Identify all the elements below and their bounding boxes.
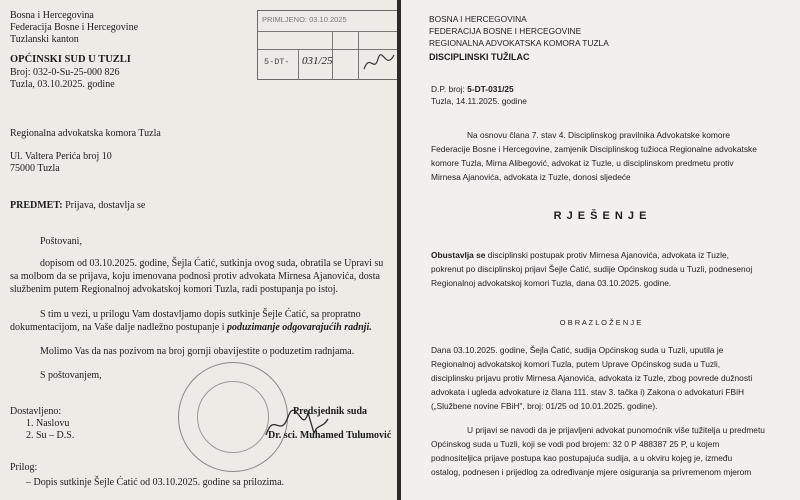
reasoning2-line-1: U prijavi se navodi da je prijavljeni advokat punomoćnik više tužitelja u predmetu — [467, 425, 765, 435]
decision-text: disciplinski postupak protiv Mirnesa Ajanovića, advokata iz Tuzle, — [487, 250, 729, 260]
para2-line-1: S tim u vezi, u prilogu Vam dostavljamo dopis sutkinje Šejle Ćatić, sa propratno — [40, 309, 361, 320]
header-line-1: BOSNA I HERCEGOVINA — [429, 14, 527, 24]
decision-line-2: pokrenut po disciplinskoj prijavi Šejle Ćatić, sudije Općinskog suda u Tuzli, podnesenoj — [431, 264, 753, 274]
stamp-case-prefix: 5-DT- — [264, 57, 290, 67]
decision-page — [401, 0, 800, 500]
reasoning2-line-3: podnositeljica prijave postupa kao postupajuća sudija, a u okviru kojeg je, između — [431, 453, 733, 463]
para2-emphasis: poduzimanje odgovarajućih radnji. — [226, 322, 372, 333]
subject-line — [10, 200, 145, 211]
intro-line-1: Na osnovu člana 7. stav 4. Disciplinskog pravilnika Advokatske komore — [467, 130, 731, 140]
header-line-3: Tuzlanski kanton — [10, 34, 79, 45]
prilog-label: Prilog: — [10, 462, 38, 473]
court-name: OPĆINSKI SUD U TUZLI — [10, 54, 131, 65]
signer-title: Predsjednik suda — [293, 406, 368, 417]
prilog-item: – Dopis sutkinje Šejle Ćatić od 03.10.2025. godine sa prilozima. — [26, 477, 285, 488]
decision-bold: Obustavlja se — [431, 250, 486, 260]
dostavljeno-item-2: 2. Su – D.S. — [26, 430, 75, 441]
dp-label: D.P. broj: — [431, 84, 465, 94]
reference-number: Broj: 032-0-Su-25-000 826 — [10, 67, 120, 78]
reasoning1-line-3: disciplinsku prijavu protiv Mirnesa Ajanovića, advokata iz Tuzle, zbog povrede dužnosti — [431, 373, 753, 383]
intro-line-2: Federacije Bosne i Hercegovine, zamjenik Disciplinskog tužioca Regionalne advokatske — [431, 144, 757, 154]
stamp-case-suffix: 031/25 — [302, 55, 333, 67]
header-line-4: DISCIPLINSKI TUŽILAC — [429, 52, 530, 62]
dostavljeno-item-1: 1. Naslovu — [26, 418, 70, 429]
intro-line-3: komore Tuzla, Mirna Alibegović, advokat iz Tuzle, u disciplinskom predmetu protiv — [431, 158, 734, 168]
greeting: Poštovani, — [40, 236, 82, 247]
reasoning-title: O B R A Z L O Ž E N J E — [559, 318, 642, 327]
para2-text: dokumentacijom, na Vaše dalje nadležno postupanje i — [10, 322, 225, 333]
dostavljeno-label: Dostavljeno: — [10, 406, 62, 417]
received-stamp — [257, 10, 397, 80]
recipient-line-2: Ul. Valtera Perića broj 10 — [10, 151, 112, 162]
reasoning1-line-4: advokata i ugleda advokature iz člana 111. stav 3. tačka i) Zakona o advokaturi FBiH — [431, 387, 744, 397]
para1-line-2: sa molbom da se prijava, koju imenovana podnosi protiv advokata Mirnesa Ajanovića, dosta — [10, 271, 380, 282]
stamp-received: PRIMLJENO: 03.10.2025 — [262, 15, 347, 24]
decision-line-1 — [431, 250, 729, 260]
recipient-line-1: Regionalna advokatska komora Tuzla — [10, 128, 161, 139]
header-line-2: FEDERACIJA BOSNE I HERCEGOVINE — [429, 26, 582, 36]
header-line-1: Bosna i Hercegovina — [10, 10, 94, 21]
subject-label: PREDMET: — [10, 200, 63, 211]
closing: S poštovanjem, — [40, 370, 102, 381]
decision-line-3: Regionalnoj advokatskoj komori Tuzla, dana 03.10.2025. godine. — [431, 278, 672, 288]
court-letter-page — [0, 0, 397, 500]
para3: Molimo Vas da nas pozivom na broj gornji obavijestite o poduzetim radnjama. — [40, 346, 355, 357]
reasoning1-line-1: Dana 03.10.2025. godine, Šejla Ćatić, sudija Općinskog suda u Tuzli, uputila je — [431, 345, 724, 355]
reasoning2-line-2: Općinskog suda u Tuzli, koji se vodi pod brojem: 32 0 P 488387 25 P, u kojem — [431, 439, 720, 449]
para1-line-1: dopisom od 03.10.2025. godine, Šejla Ćatić, sutkinja ovog suda, obratila se Upravi su — [40, 258, 384, 269]
header-line-3: REGIONALNA ADVOKATSKA KOMORA TUZLA — [429, 38, 609, 48]
para2-line-2 — [10, 322, 372, 333]
place-date: Tuzla, 03.10.2025. godine — [10, 79, 115, 90]
decision-title: R J E Š E N J E — [553, 210, 648, 222]
dp-line — [431, 84, 514, 94]
place-date: Tuzla, 14.11.2025. godine — [431, 96, 527, 106]
para1-line-3: službenim putem Regionalnoj advokatskoj komori Tuzla, radi postupanja po istoj. — [10, 284, 339, 295]
recipient-line-3: 75000 Tuzla — [10, 163, 60, 174]
signer-name: Dr. sci. Muhamed Tulumović — [268, 430, 392, 441]
reasoning1-line-2: Regionalnoj advokatskoj komori Tuzla, putem Uprave Općinskog suda u Tuzli, — [431, 359, 721, 369]
reasoning2-line-4: ostalog, podnesen i prijedlog za određivanje mjere osiguranja sa privremenom mjerom — [431, 467, 752, 477]
subject-text: Prijava, dostavlja se — [65, 200, 146, 211]
stamp-signature — [362, 49, 396, 77]
prilog-text: Dopis sutkinje Šejle Ćatić od 03.10.2025. godine sa prilozima. — [33, 477, 285, 488]
dp-number: 5-DT-031/25 — [467, 84, 514, 94]
reasoning1-line-5: („Službene novine FBiH", broj: 01/25 od 10.01.2025. godine). — [431, 401, 658, 411]
header-line-2: Federacija Bosne i Hercegovine — [10, 22, 139, 33]
intro-line-4: Mirnesa Ajanovića, advokata iz Tuzle, donosi sljedeće — [431, 172, 631, 182]
